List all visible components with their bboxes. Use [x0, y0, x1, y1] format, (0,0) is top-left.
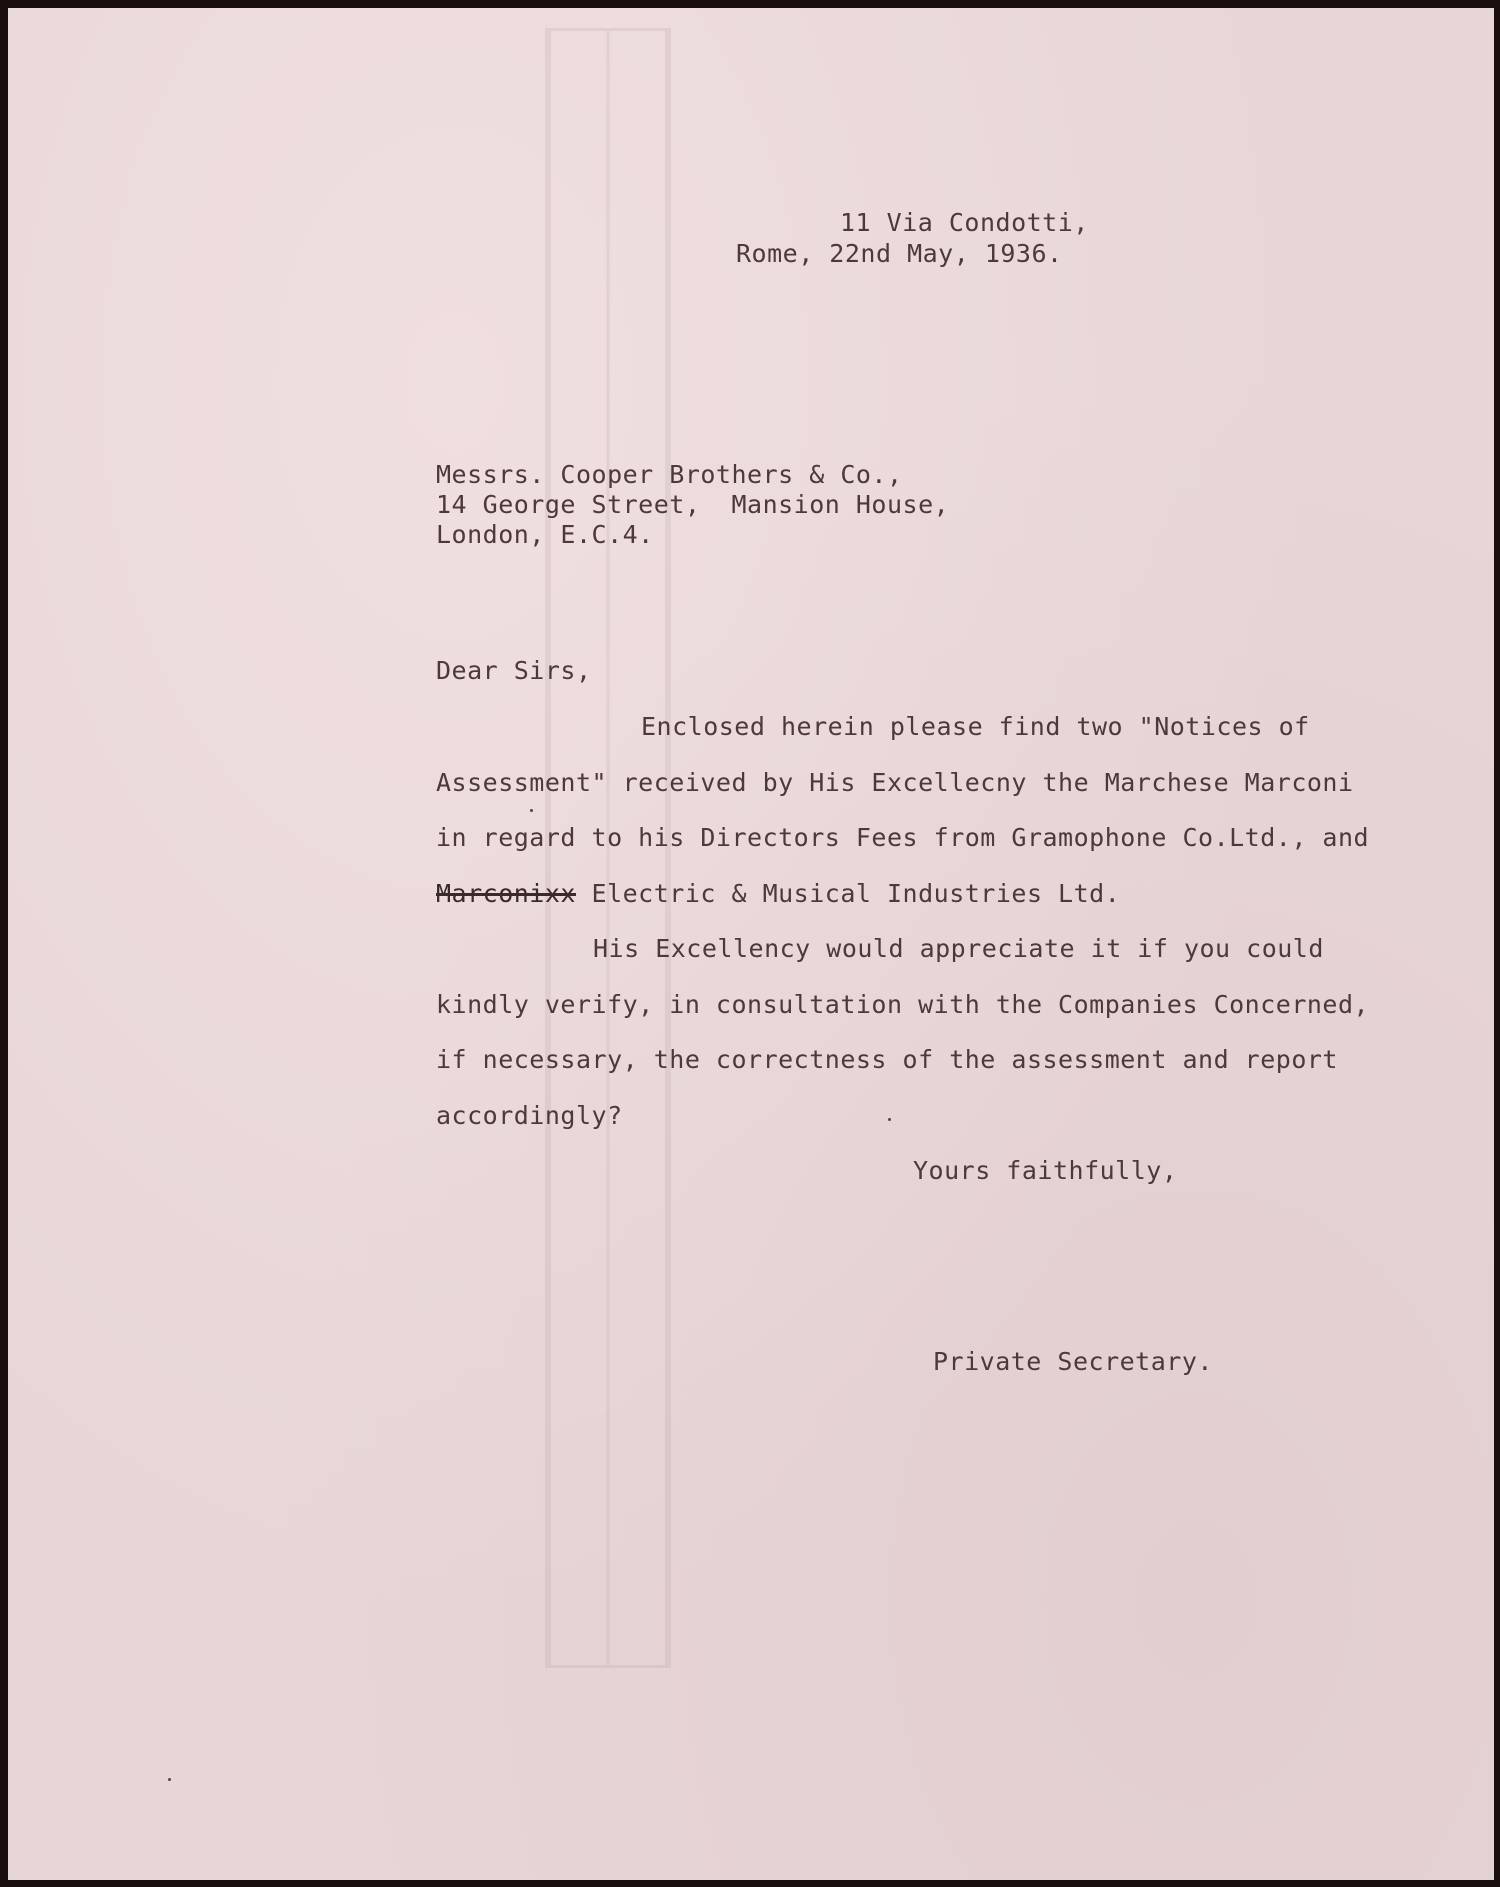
body-line-4 — [436, 879, 1120, 909]
salutation: Dear Sirs, — [436, 656, 592, 685]
signature-title: Private Secretary. — [933, 1347, 1213, 1376]
letter-page — [8, 8, 1494, 1880]
ink-speck — [888, 1118, 891, 1121]
body-line-5: His Excellency would appreciate it if you could — [593, 934, 1324, 963]
recipient-street: 14 George Street, Mansion House, — [436, 490, 950, 519]
sender-address: 11 Via Condotti, — [840, 208, 1089, 237]
body-line-7: if necessary, the correctness of the assessment and report — [436, 1045, 1338, 1074]
body-line-2: Assessment" received by His Excellecny the Marchese Marconi — [436, 768, 1354, 797]
recipient-name: Messrs. Cooper Brothers & Co., — [436, 460, 903, 489]
body-line-6: kindly verify, in consultation with the Companies Concerned, — [436, 990, 1370, 1019]
closing: Yours faithfully, — [913, 1156, 1178, 1185]
struck-out-text: Marconixx — [436, 879, 576, 908]
ink-speck — [168, 1778, 171, 1781]
letter-date: Rome, 22nd May, 1936. — [736, 239, 1063, 268]
recipient-city: London, E.C.4. — [436, 520, 654, 549]
body-line-3: in regard to his Directors Fees from Gramophone Co.Ltd., and — [436, 823, 1370, 852]
body-line-4-text: Electric & Musical Industries Ltd. — [575, 879, 1121, 908]
body-line-1: Enclosed herein please find two "Notices of — [641, 712, 1310, 741]
ink-speck — [530, 809, 533, 812]
body-line-8: accordingly? — [436, 1101, 623, 1130]
